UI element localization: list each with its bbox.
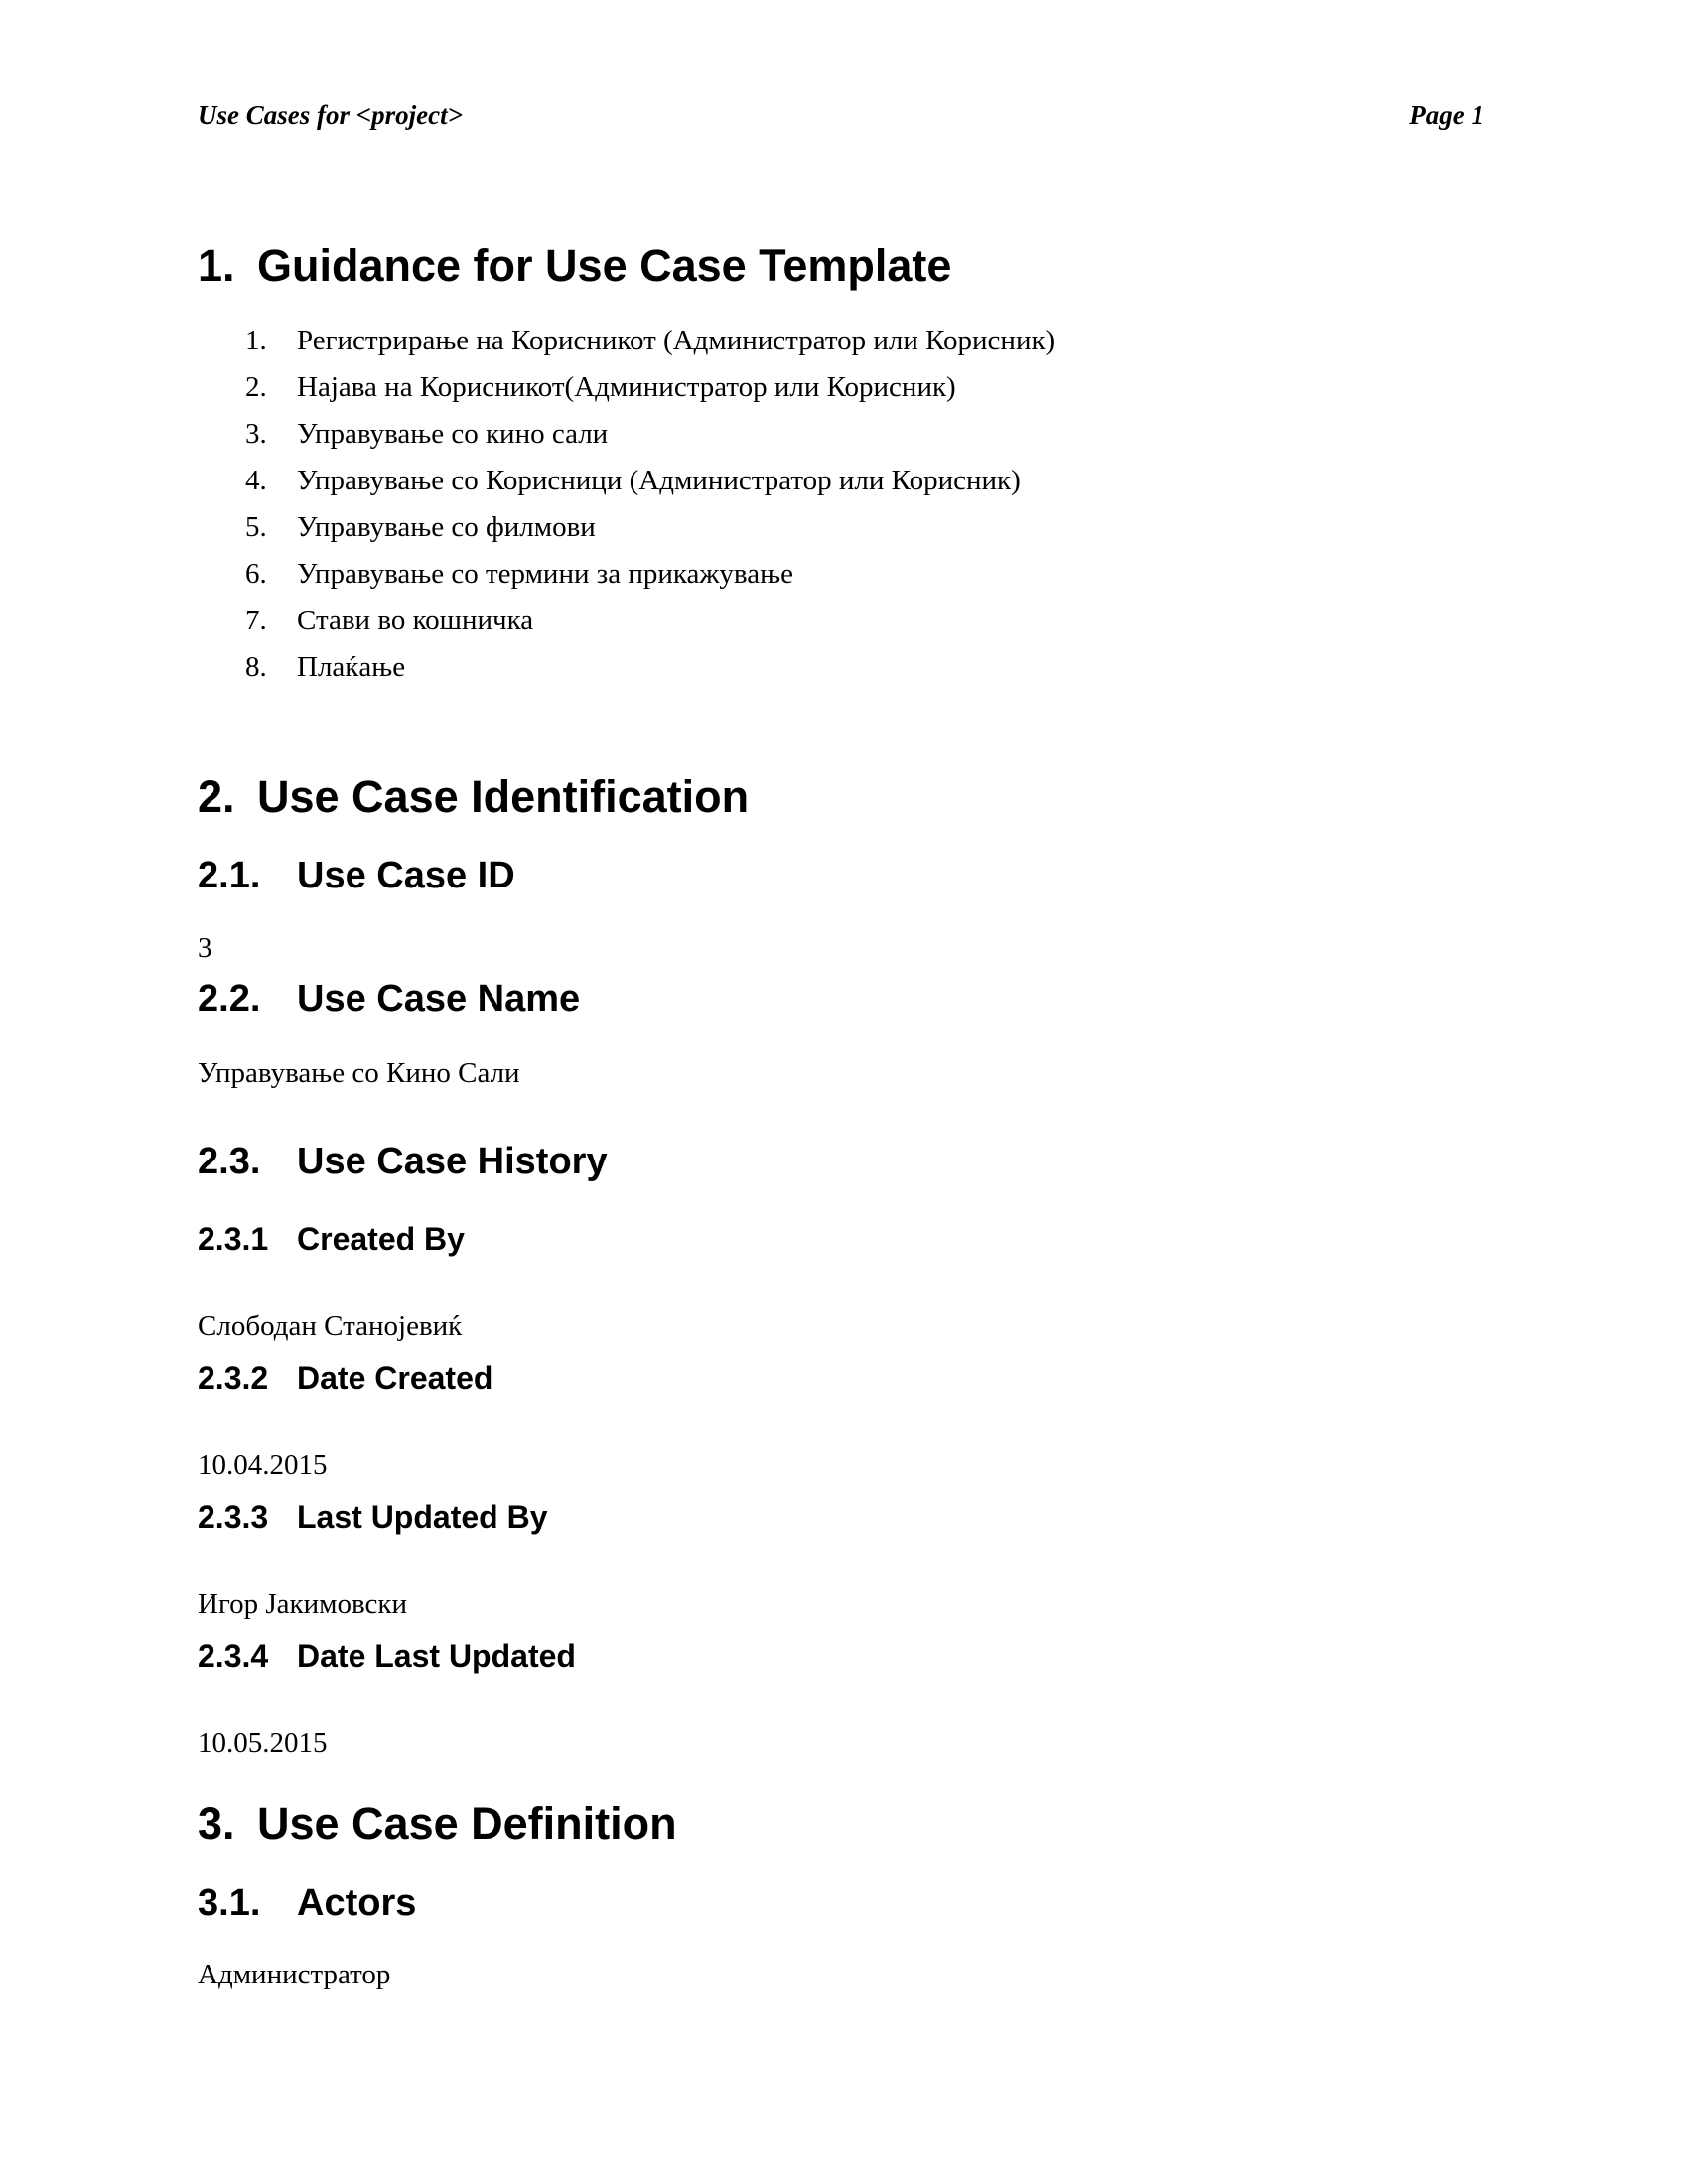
section-3-title: Use Case Definition	[257, 1798, 677, 1848]
date-created-value: 10.04.2015	[198, 1449, 328, 1481]
section-1-heading	[198, 238, 951, 294]
last-updated-by-value: Игор Јакимовски	[198, 1588, 407, 1620]
use-case-name-value: Управување со Кино Сали	[198, 1057, 520, 1089]
header-doc-title: Use Cases for <project>	[198, 100, 463, 130]
section-3-heading	[198, 1796, 677, 1851]
list-item: 3. Управување со кино сали	[245, 418, 609, 450]
date-last-updated-heading: 2.3.4 Date Last Updated	[198, 1638, 576, 1674]
created-by-value: Слободан Станојевиќ	[198, 1310, 463, 1342]
list-item: 7. Стави во кошничка	[245, 605, 534, 636]
actors-heading: 3.1. Actors	[198, 1882, 417, 1924]
list-item: 4. Управување со Корисници (Администратор или Корисник)	[245, 465, 1021, 496]
list-item: 2. Најава на Корисникот(Администратор или Корисник)	[245, 371, 956, 403]
list-item: 8. Плаќање	[245, 651, 406, 683]
created-by-heading: 2.3.1 Created By	[198, 1221, 465, 1257]
date-last-updated-value: 10.05.2015	[198, 1727, 328, 1759]
list-item: 5. Управување со филмови	[245, 511, 596, 543]
last-updated-by-heading: 2.3.3 Last Updated By	[198, 1499, 548, 1535]
guidance-list	[198, 323, 1055, 696]
section-2-title: Use Case Identification	[257, 771, 750, 822]
list-item: 1. Регистрирање на Корисникот (Администратор или Корисник)	[245, 325, 1055, 356]
page-header	[198, 97, 1484, 133]
section-1-number: 1.	[198, 240, 235, 291]
header-page-number: Page 1	[1409, 100, 1484, 130]
actors-value: Администратор	[198, 1959, 391, 1990]
use-case-id-value: 3	[198, 932, 212, 964]
date-created-heading: 2.3.2 Date Created	[198, 1360, 493, 1396]
section-2-heading	[198, 769, 749, 825]
section-2-number: 2.	[198, 771, 235, 822]
section-1-title: Guidance for Use Case Template	[257, 240, 952, 291]
use-case-history-heading: 2.3. Use Case History	[198, 1141, 608, 1182]
use-case-name-heading: 2.2. Use Case Name	[198, 978, 581, 1020]
list-item: 6. Управување со термини за прикажување	[245, 558, 793, 590]
use-case-id-heading: 2.1. Use Case ID	[198, 855, 515, 896]
section-3-number: 3.	[198, 1798, 235, 1848]
